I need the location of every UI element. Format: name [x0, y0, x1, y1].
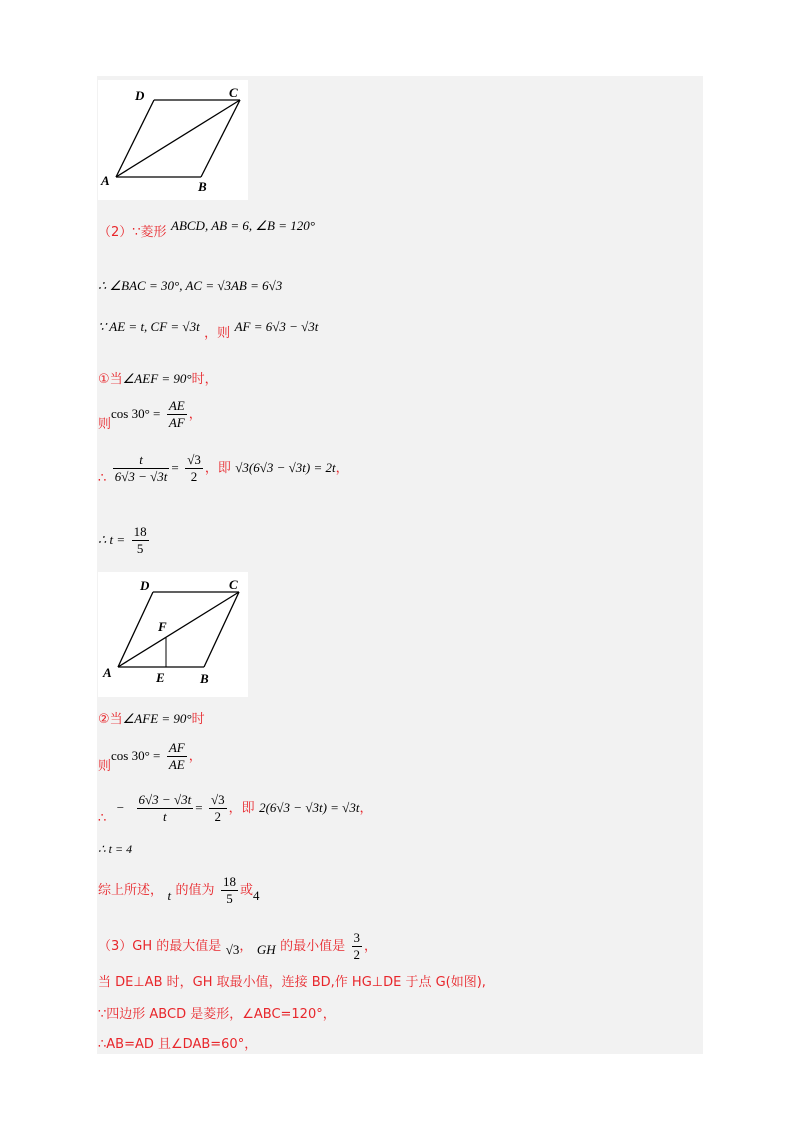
- label-c: C: [229, 85, 238, 100]
- label-d: D: [135, 88, 145, 103]
- label-d: D: [140, 578, 150, 593]
- ae-cf-then: ，则: [204, 326, 231, 341]
- case2-ie: ，即: [228, 801, 255, 817]
- summary-t: t: [167, 888, 172, 904]
- part2-heading-math: ABCD, AB = 6, ∠B = 120°: [171, 218, 315, 233]
- summary-line: [98, 874, 260, 906]
- angle-bac-line: ∴ ∠BAC = 30°, AC = √3AB = 6√3: [98, 278, 283, 293]
- case2-then: 则: [98, 759, 112, 775]
- case1-lhs-num: t: [113, 452, 170, 469]
- summary-den: 5: [226, 890, 233, 906]
- case2-ie-end: ，: [359, 801, 373, 817]
- part3-line2: 当 DE⊥AB 时，GH 取最小值，连接 BD,作 HG⊥DE 于点 G(如图),: [98, 975, 486, 990]
- case1-therefore: ∴: [98, 471, 107, 487]
- case1-eq: =: [171, 460, 179, 476]
- case1-lhs-den: 6√3 − √3t: [114, 468, 168, 484]
- case2-angle: ∠AFE = 90°: [122, 711, 192, 726]
- case2-lhs-num: 6√3 − √3t: [138, 792, 192, 807]
- label-a: A: [103, 665, 112, 680]
- case2-eq: =: [195, 800, 203, 816]
- case1-t-num: 18: [133, 524, 147, 539]
- ae-cf-math: ∵ AE = t, CF = √3t: [98, 319, 200, 334]
- label-b: B: [198, 179, 207, 194]
- case2-rhs-den: 2: [214, 808, 222, 824]
- part3-min-label: 的最小值是: [280, 939, 346, 955]
- case2-cos-comma: ，: [188, 749, 202, 765]
- case1-t-line: [98, 524, 151, 556]
- label-b: B: [200, 671, 209, 686]
- case1-ie: ，即: [204, 461, 231, 477]
- part3-gh: GH: [256, 942, 276, 958]
- case2-heading: [98, 712, 205, 726]
- part2-heading: [98, 219, 315, 239]
- rhombus-ef-diagram: [98, 572, 248, 697]
- case1-label: ①当: [98, 372, 123, 387]
- summary-fraction: [221, 874, 238, 906]
- case1-cos-fraction: [167, 398, 187, 430]
- part3-max-label: （3）GH 的最大值是: [98, 939, 222, 955]
- part3-max-value: √3: [225, 942, 240, 958]
- case1-cos-den: AF: [168, 414, 185, 430]
- part3-line3: ∵四边形 ABCD 是菱形，∠ABC=120°，: [98, 1007, 336, 1022]
- part2-heading-label: （2）∵菱形: [98, 225, 167, 240]
- af-math: AF = 6√3 − √3t: [234, 319, 319, 334]
- summary-value-label: 的值为: [175, 883, 215, 899]
- case1-cos-line: [98, 398, 202, 431]
- case1-cos-comma: ，: [188, 407, 202, 423]
- case2-cos: cos 30° =: [111, 748, 161, 764]
- case2-cos-num: AF: [168, 740, 185, 755]
- case2-ratio-line: [98, 792, 372, 825]
- case1-cos: cos 30° =: [111, 406, 161, 422]
- case2-cos-fraction: [167, 740, 187, 772]
- summary-or: 或: [240, 883, 254, 899]
- case1-cos-num: AE: [168, 398, 185, 413]
- case2-lhs-fraction: [137, 792, 194, 824]
- summary-label: 综上所述，: [98, 883, 164, 899]
- part3-min-den: 2: [353, 946, 361, 962]
- case1-rhs-num: √3: [187, 452, 201, 467]
- case2-label-end: 时: [191, 712, 205, 727]
- case1-ie-math: √3(6√3 − √3t) = 2t: [235, 460, 336, 476]
- case2-label: ②当: [98, 712, 123, 727]
- label-a: A: [101, 173, 110, 188]
- figure-rhombus-2: [98, 572, 248, 697]
- case2-t-line: ∴ t = 4: [98, 842, 133, 856]
- case1-rhs-den: 2: [190, 468, 198, 484]
- case2-ie-math: 2(6√3 − √3t) = √3t: [259, 800, 360, 816]
- summary-four: 4: [253, 888, 260, 904]
- case1-ie-end: ，: [335, 461, 349, 477]
- case1-t: ∴ t =: [98, 532, 126, 548]
- part3-min-num: 3: [353, 930, 361, 945]
- case1-then: 则: [98, 417, 112, 433]
- case2-lhs-den: t: [163, 808, 167, 824]
- rhombus-diagram: [98, 80, 248, 200]
- case2-cos-den: AE: [168, 756, 185, 772]
- ae-cf-line: [98, 320, 318, 340]
- case1-t-fraction: [132, 524, 149, 556]
- case1-label-end: 时，: [191, 372, 218, 387]
- part3-comma: ，: [239, 939, 253, 955]
- case1-heading: [98, 372, 218, 386]
- label-c: C: [229, 577, 238, 592]
- part3-min-fraction: [352, 930, 363, 962]
- case2-rhs-num: √3: [210, 792, 225, 807]
- part3-heading: [98, 930, 377, 962]
- case2-dash: −: [116, 800, 125, 816]
- part3-end: ，: [364, 939, 378, 955]
- figure-rhombus-1: [98, 80, 248, 200]
- case1-angle: ∠AEF = 90°: [122, 371, 192, 386]
- case2-rhs-fraction: [209, 792, 227, 824]
- case1-rhs-fraction: [185, 452, 203, 484]
- case1-t-den: 5: [136, 540, 144, 556]
- case1-ratio-line: [98, 452, 349, 485]
- case2-cos-line: [98, 740, 202, 773]
- case2-therefore: ∴: [98, 811, 107, 827]
- part3-line4: ∴AB=AD 且∠DAB=60°，: [98, 1037, 258, 1052]
- label-e: E: [156, 670, 165, 685]
- case1-lhs-fraction: [113, 452, 170, 484]
- summary-num: 18: [223, 874, 237, 889]
- label-f: F: [158, 619, 167, 634]
